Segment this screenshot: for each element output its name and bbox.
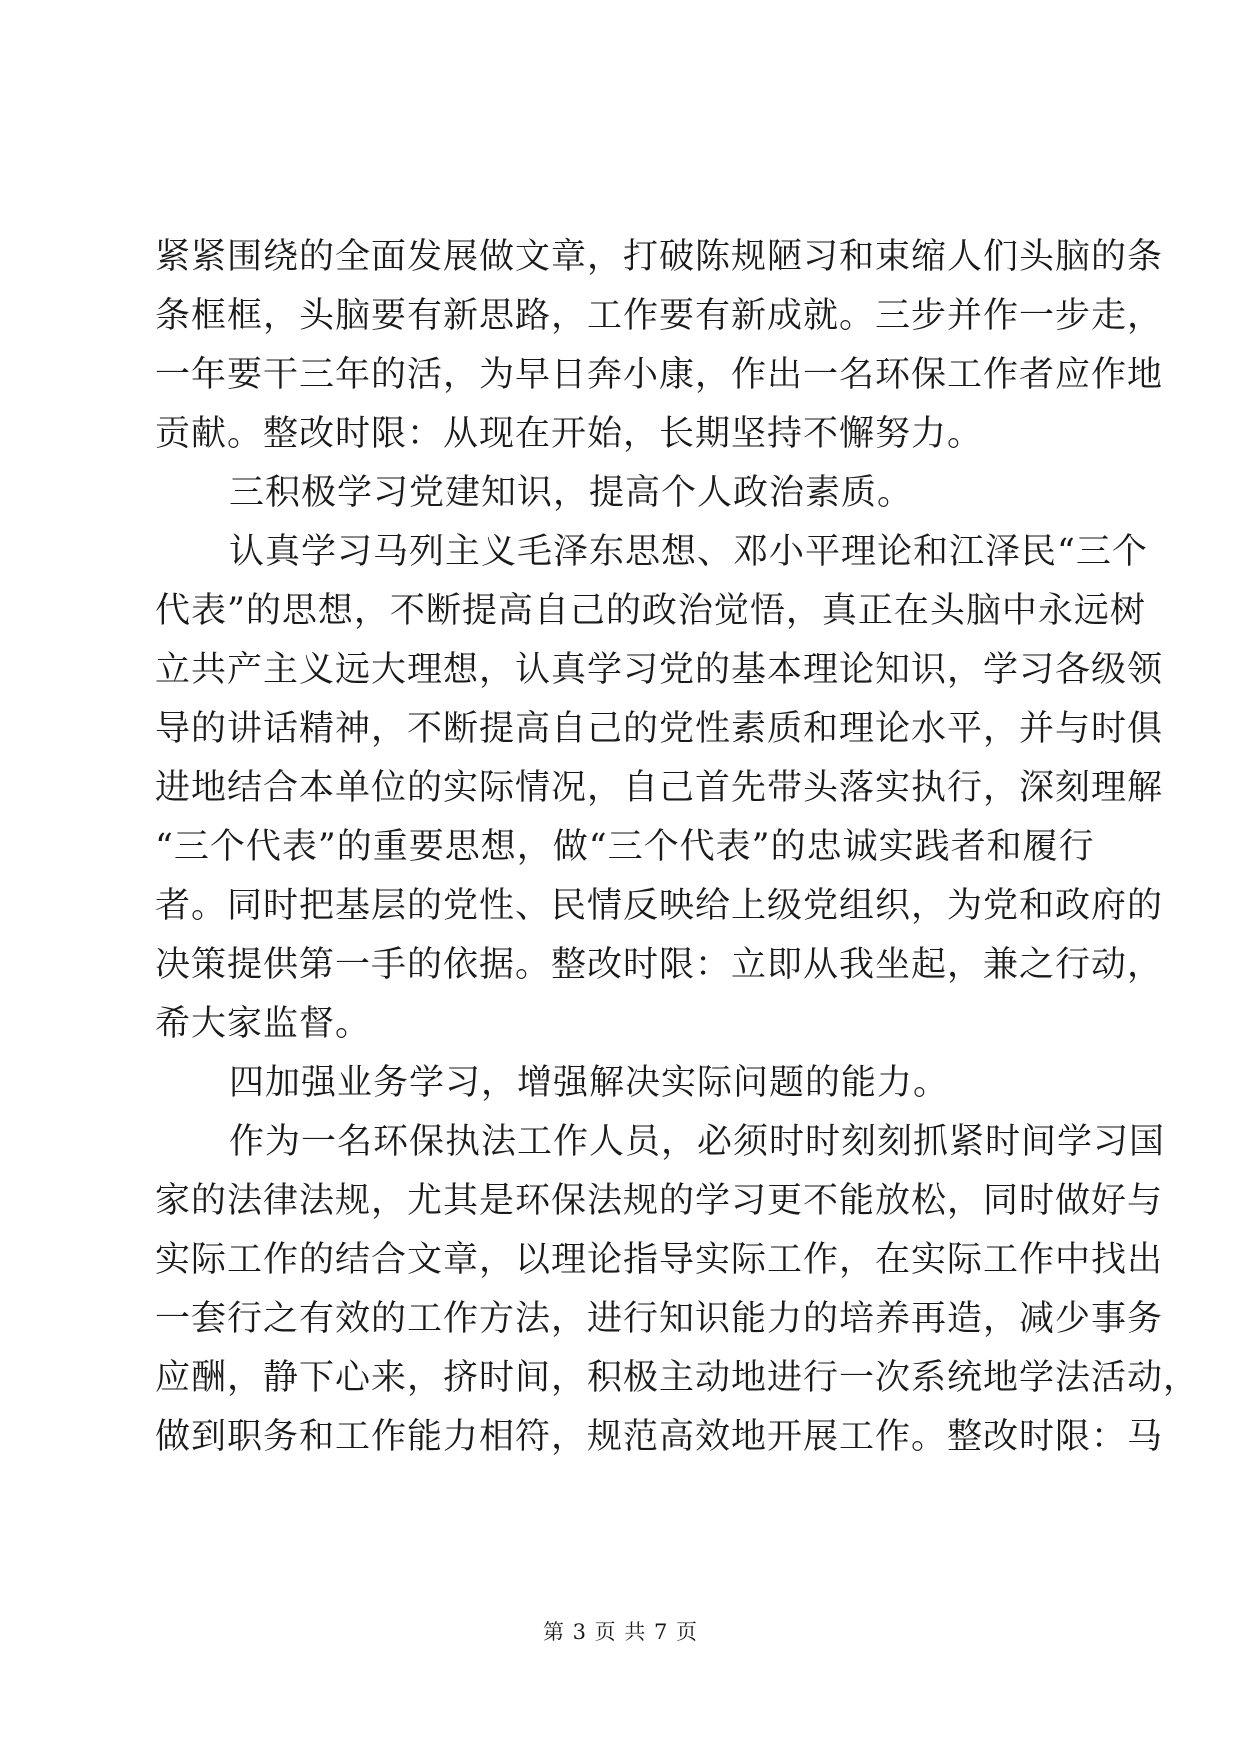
page-number-footer: 第 3 页 共 7 页 (542, 1620, 699, 1644)
text-line: 者。同时把基层的党性、民情反映给上级党组织，为党和政府的 (155, 886, 1164, 926)
section-heading: 四加强业务学习，增强解决实际问题的能力。 (229, 1063, 950, 1103)
text-line: 作为一名环保执法工作人员，必须时时刻刻抓紧时间学习国 (229, 1122, 1166, 1162)
text-line: 紧紧围绕的全面发展做文章，打破陈规陋习和束缩人们头脑的条 (155, 237, 1164, 277)
text-line: 实际工作的结合文章，以理论指导实际工作，在实际工作中找出 (155, 1240, 1164, 1280)
text-line: 立共产主义远大理想，认真学习党的基本理论知识，学习各级领 (155, 650, 1164, 690)
text-line: 贡献。整改时限：从现在开始，长期坚持不懈努力。 (155, 414, 984, 454)
text-line: 代表”的思想，不断提高自己的政治觉悟，真正在头脑中永远树 (155, 591, 1146, 631)
text-line: 决策提供第一手的依据。整改时限：立即从我坐起，兼之行动， (155, 945, 1164, 985)
text-line: 希大家监督。 (155, 1004, 372, 1044)
text-line: 一年要干三年的活，为早日奔小康，作出一名环保工作者应作地 (155, 355, 1164, 395)
text-line: 导的讲话精神，不断提高自己的党性素质和理论水平，并与时俱 (155, 709, 1164, 749)
text-line: 应酬，静下心来，挤时间，积极主动地进行一次系统地学法活动， (155, 1358, 1200, 1398)
text-line: 进地结合本单位的实际情况，自己首先带头落实执行，深刻理解 (155, 768, 1164, 808)
text-line: 做到职务和工作能力相符，规范高效地开展工作。整改时限：马 (155, 1417, 1164, 1457)
text-line: 家的法律法规，尤其是环保法规的学习更不能放松，同时做好与 (155, 1181, 1164, 1221)
section-heading: 三积极学习党建知识，提高个人政治素质。 (229, 473, 914, 513)
text-line: 一套行之有效的工作方法，进行知识能力的培养再造，减少事务 (155, 1299, 1164, 1339)
text-line: “三个代表”的重要思想，做“三个代表”的忠诚实践者和履行 (155, 827, 1095, 867)
text-line: 条框框，头脑要有新思路，工作要有新成就。三步并作一步走， (155, 296, 1164, 336)
text-line: 认真学习马列主义毛泽东思想、邓小平理论和江泽民“三个 (229, 532, 1148, 572)
document-body (155, 228, 1200, 1467)
